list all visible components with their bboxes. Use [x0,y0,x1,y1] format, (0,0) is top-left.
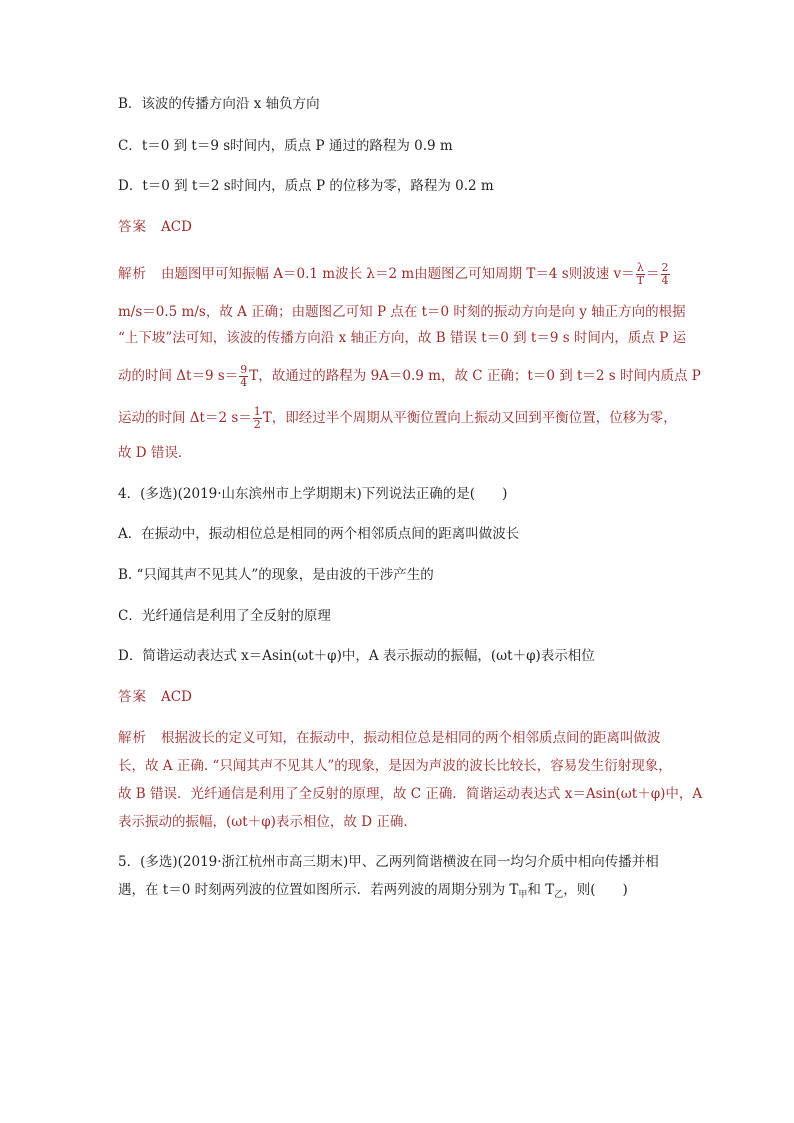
q4-analysis-line-2: 长，故 A 正确. “只闻其声不见其人”的现象，是因为声波的波长比较长，容易发生衍射现象， [118,758,672,774]
q4-analysis-line-1 [118,728,661,748]
fraction-2-over-4: $\frac{2}{4}$ [661,261,669,287]
answer-value: ACD [161,689,192,705]
q3-option-b: B．该波的传播方向沿 x 轴负方向 [118,96,320,112]
q4-analysis-line-4: 表示振动的振幅，(ωt＋φ)表示相位，故 D 正确． [118,814,417,830]
subscript-jia: 甲 [518,890,528,900]
q4-option-a: A．在振动中，振动相位总是相同的两个相邻质点间的距离叫做波长 [118,526,520,542]
q4-stem: 4．(多选)(2019·山东滨州市上学期期末)下列说法正确的是( ) [118,486,508,502]
q3-analysis-line-3: “上下坡”法可知，该波的传播方向沿 x 轴正方向，故 B 错误 t＝0 到 t＝9 s 时间内，质点 P 运 [118,330,687,346]
q4-option-c: C．光纤通信是利用了全反射的原理 [118,608,331,624]
q4-answer-line [118,687,192,707]
q3-option-c: C．t＝0 到 t＝9 s时间内，质点 P 通过的路程为 0.9 m [118,138,453,154]
q5-stem-line-1: 5．(多选)(2019·浙江杭州市高三期末)甲、乙两列简谐横波在同一均匀介质中相向传播并相 [118,854,659,870]
q3-analysis-line-1: 解析 由题图甲可知振幅 A＝0.1 m波长 λ＝2 m由题图乙可知周期 T＝4 s则波速 v＝ $\frac{\lambda}{T}$ ＝ $\frac{2}{4}$ [118,261,669,287]
q3-analysis-line-2: m/s＝0.5 m/s，故 A 正确；由题图乙可知 P 点在 t＝0 时刻的振动方向是向 y 轴正方向的根据 [118,304,686,320]
q3-answer-line [118,217,192,237]
answer-value: ACD [161,219,192,235]
q3-analysis-line-5: 运动的时间 Δt＝2 s＝ $\frac{1}{2}$ T，即经过半个周期从平衡位置向上振动又回到平衡位置，位移为零， [118,405,677,431]
analysis-text: 由题图甲可知振幅 A＝0.1 m波长 λ＝2 m由题图乙可知周期 T＝4 s则波速 v＝ [161,266,635,282]
q4-option-d: D．简谐运动表达式 x＝Asin(ωt＋φ)中，A 表示振动的振幅，(ωt＋φ)表示相位 [118,648,595,664]
q4-option-b: B. “只闻其声不见其人”的现象，是由波的干涉产生的 [118,567,434,583]
answer-label: 答案 [118,219,147,235]
q3-analysis-line-4: 动的时间 Δt＝9 s＝ $\frac{9}{4}$ T，故通过的路程为 9A＝0.9 m，故 C 正确；t＝0 到 t＝2 s 时间内质点 P [118,363,701,389]
fraction-lambda-over-t: $\frac{\lambda}{T}$ [636,261,644,287]
subscript-yi: 乙 [554,890,564,900]
analysis-text: 根据波长的定义可知，在振动中，振动相位总是相同的两个相邻质点间的距离叫做波 [161,730,661,746]
q4-analysis-line-3: 故 B 错误．光纤通信是利用了全反射的原理，故 C 正确．简谐运动表达式 x＝Asin(ωt＋φ)中，A [118,786,703,802]
fraction-1-over-2: $\frac{1}{2}$ [253,405,261,431]
q5-stem-line-2: 遇，在 t＝0 时刻两列波的位置如图所示．若两列波的周期分别为 $T_甲$和 $T_乙$，则( ) [118,882,628,900]
fraction-9-over-4: $\frac{9}{4}$ [240,363,248,389]
analysis-label: 解析 [118,266,147,282]
q3-analysis-line-6: 故 D 错误． [118,445,192,461]
q3-option-d: D．t＝0 到 t＝2 s时间内，质点 P 的位移为零，路程为 0.2 m [118,178,494,194]
analysis-label: 解析 [118,730,147,746]
answer-label: 答案 [118,689,147,705]
